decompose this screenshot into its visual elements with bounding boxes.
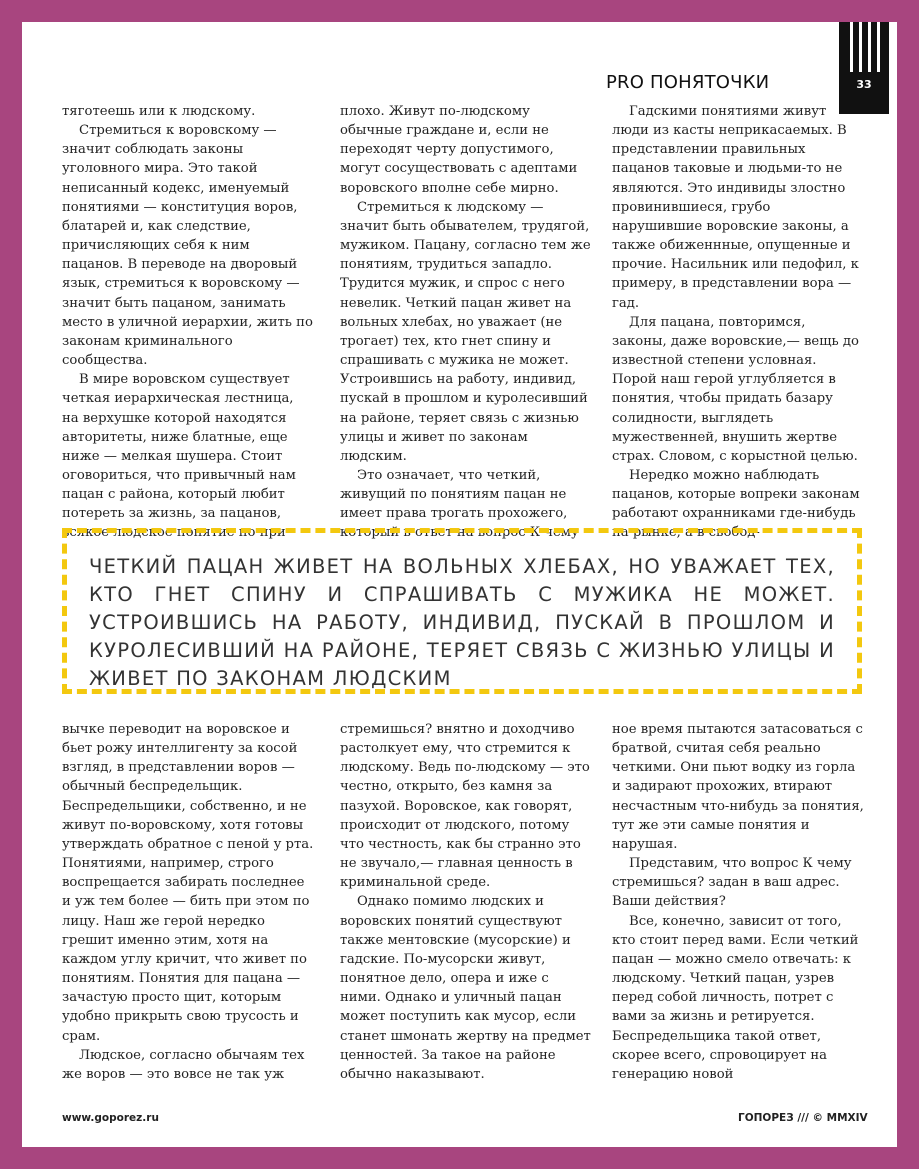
pull-quote: ЧЕТКИЙ ПАЦАН ЖИВЕТ НА ВОЛЬНЫХ ХЛЕБАХ, НО УВАЖАЕТ ТЕХ, КТО ГНЕТ СПИНУ И СПРАШИВАТЬ С МУЖИКА НЕ МОЖЕТ. УСТРОИВШИСЬ НА РАБОТУ, ИНДИВИД, ПУСКАЙ В ПРОШЛОМ И КУРОЛЕСИВШИЙ НА РАЙОНЕ, ТЕРЯЕТ СВЯЗЬ С ЖИЗНЬЮ УЛИЦЫ И ЖИВЕТ ПО ЗАКОНАМ ЛЮДСКИМ (62, 528, 862, 694)
tab-stripe (859, 22, 862, 72)
page-number-tab (839, 22, 889, 114)
tab-stripe (868, 22, 871, 72)
section-title: PRO ПОНЯТОЧКИ (606, 72, 770, 93)
article-paragraph: тяготеешь или к людскому. (62, 104, 256, 119)
tab-stripe (850, 22, 853, 72)
article-paragraph: Стремиться к людскому — значит быть обывателем, трудягой, мужиком. Пацану, согласно тем же понятиям, трудиться западло. Трудится мужик, и спрос с него невелик. Четкий пацан живет на вольных хлебах, но уважает (не трогает) тех, кто гнет спину и спрашивать с мужика не может. Устроившись на работу, индивид, пускай в прошлом и куролесивший на районе, теряет связь с жизнью улицы и живет по законам людским. (340, 199, 591, 464)
article-paragraph: Нередко можно наблюдать пацанов, которые вопреки законам работают охранниками где-нибудь на рынке, а в свобод- (612, 467, 860, 541)
footer-url[interactable]: www.goporez.ru (62, 1112, 159, 1124)
article-paragraph: вычке переводит на воровское и бьет рожу интеллигенту за косой взгляд, в представлении воров — обычный беспредельщик. Беспредельщики, собственно, и не живут по-воровскому, хотя готовы утверждать обратное с пеной у рта. Понятиями, например, строго воспрещается забирать последнее и уж тем более — бить при этом по лицу. Наш же герой нередко грешит именно этим, хотя на каждом углу кричит, что живет по понятиям. Понятия для пацана — зачастую просто щит, которым удобно прикрыть свою трусость и срам. (62, 722, 314, 1044)
article-column-1-bottom (62, 720, 314, 1084)
article-paragraph: Для пацана, повторимся, законы, даже воровские,— вещь до известной степени условная. Порой наш герой углубляется в понятия, чтобы придать базару солидности, выглядеть мужественней, внушить жертве страх. Словом, с корыстной целью. (612, 314, 859, 464)
article-paragraph: Людское, согласно обычаям тех же воров — это вовсе не так уж (62, 1047, 305, 1082)
article-paragraph: Гадскими понятиями живут люди из касты неприкасаемых. В представлении правильных пацанов таковые и людьми-то не являются. Это индивиды злостно провинившиеся, грубо нарушившие воровские законы, а также обиженнные, опущенные и прочие. Насильник или педофил, к примеру, в представлении вора — гад. (612, 104, 859, 311)
article-paragraph: В мире воровском существует четкая иерархическая лестница, на верхушке которой находятся авторитеты, ниже блатные, еще ниже — мелкая шушера. Стоит оговориться, что привычный нам пацан с района, который любит потереть за жизнь, за пацанов, всякое людское понятие по при- (62, 372, 296, 541)
article-paragraph: стремишься? внятно и доходчиво растолкует ему, что стремится к людскому. Ведь по-людскому — это честно, открыто, без камня за пазухой. Воровское, как говорят, происходит от людского, потому что честность, как бы странно это не звучало,— главная ценность в криминальной среде. (340, 722, 590, 891)
article-paragraph: Это означает, что четкий, живущий по понятиям пацан не имеет права трогать прохожего, который в ответ на вопрос К чему (340, 467, 579, 541)
article-column-1-top (62, 102, 314, 543)
tab-stripe (877, 22, 880, 72)
article-column-2-bottom (340, 720, 592, 1084)
article-column-2-top (340, 102, 592, 543)
article-column-3-bottom (612, 720, 864, 1084)
article-paragraph: Все, конечно, зависит от того, кто стоит перед вами. Если четкий пацан — можно смело отвечать: к людскому. Четкий пацан, узрев перед собой личность, потрет с вами за жизнь и ретируется. Беспредельщика такой ответ, скорее всего, спровоцирует на генерацию новой (612, 913, 859, 1082)
article-paragraph: плохо. Живут по-людскому обычные граждане и, если не переходят черту допустимого, могут сосуществовать с адептами воровского вполне себе мирно. (340, 104, 578, 196)
article-column-3-top (612, 102, 864, 543)
footer-credit: ГОПОРЕЗ /// © MMXIV (738, 1112, 868, 1124)
article-paragraph: Стремиться к воровскому — значит соблюдать законы уголовного мира. Это такой неписанный кодекс, именуемый понятиями — конституция воров, блатарей и, как следствие, причисляющих себя к ним пацанов. В переводе на дворовый язык, стремиться к воровскому — значит быть пацаном, занимать место в уличной иерархии, жить по законам криминального сообщества. (62, 123, 313, 369)
page-number: 33 (856, 78, 872, 91)
article-paragraph: ное время пытаются затасоваться с братвой, считая себя реально четкими. Они пьют водку из горла и задирают прохожих, втирают несчастным что-нибудь за понятия, тут же эти самые понятия и нарушая. (612, 722, 864, 852)
article-paragraph: Однако помимо людских и воровских понятий существуют также ментовские (мусорские) и гадские. По-мусорски живут, понятное дело, опера и иже с ними. Однако и уличный пацан может поступить как мусор, если станет шмонать жертву на предмет ценностей. За такое на районе обычно наказывают. (340, 894, 591, 1082)
article-paragraph: Представим, что вопрос К чему стремишься? задан в ваш адрес. Ваши действия? (612, 856, 852, 910)
